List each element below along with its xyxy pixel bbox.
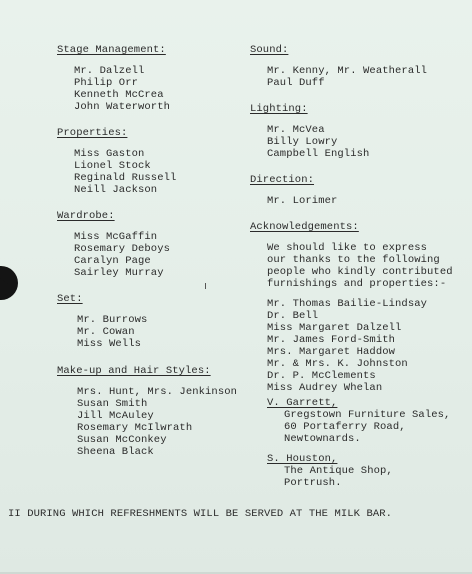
- list-item: Mr. Thomas Bailie-Lindsay: [267, 298, 428, 310]
- list-item: Miss Audrey Whelan: [267, 382, 383, 394]
- list-item: Mr. Dalzell: [74, 65, 145, 77]
- section-heading: Properties:: [57, 127, 128, 139]
- name-list: [250, 65, 465, 89]
- name-list: [57, 148, 242, 196]
- supplier-houston: [267, 453, 465, 489]
- list-item: Mr. Kenny, Mr. Weatherall: [267, 65, 428, 77]
- list-item: Dr. Bell: [267, 310, 319, 322]
- makeup-section: [57, 365, 242, 458]
- name-list: [57, 386, 242, 458]
- properties-section: [57, 127, 242, 196]
- list-item: Sheena Black: [77, 446, 154, 458]
- contributor-list: [267, 298, 465, 394]
- list-item: Mrs. Hunt, Mrs. Jenkinson: [77, 386, 238, 398]
- list-item: John Waterworth: [74, 101, 171, 113]
- direction-section: [250, 174, 465, 207]
- name-list: [250, 195, 465, 207]
- interval-note: II DURING WHICH REFRESHMENTS WILL BE SERVED AT THE MILK BAR.: [8, 508, 393, 520]
- set-section: [57, 293, 242, 350]
- list-item: Lionel Stock: [74, 160, 151, 172]
- supplier-address: [267, 465, 465, 489]
- list-item: Rosemary McIlwrath: [77, 422, 193, 434]
- section-heading: Sound:: [250, 44, 289, 56]
- list-item: Dr. P. McClements: [267, 370, 376, 382]
- intro-line: our thanks to the following: [267, 254, 440, 266]
- address-line: Newtownards.: [284, 433, 361, 445]
- list-item: Kenneth McCrea: [74, 89, 164, 101]
- section-heading: Stage Management:: [57, 44, 166, 56]
- list-item: Sairley Murray: [74, 267, 164, 279]
- section-heading: Set:: [57, 293, 83, 305]
- stage-management-section: [57, 44, 242, 113]
- list-item: Mr. McVea: [267, 124, 325, 136]
- list-item: Paul Duff: [267, 77, 325, 89]
- intro-line: people who kindly contributed: [267, 266, 453, 278]
- left-column: [57, 44, 242, 458]
- list-item: Miss McGaffin: [74, 231, 158, 243]
- list-item: Miss Gaston: [74, 148, 145, 160]
- list-item: Billy Lowry: [267, 136, 338, 148]
- sound-section: [250, 44, 465, 89]
- wardrobe-section: [57, 210, 242, 279]
- list-item: Miss Margaret Dalzell: [267, 322, 402, 334]
- name-list: [57, 65, 242, 113]
- acknowledgements-section: [250, 221, 465, 489]
- section-heading: Make-up and Hair Styles:: [57, 365, 211, 377]
- right-column: [250, 44, 465, 489]
- supplier-name: S. Houston,: [267, 453, 338, 465]
- intro-line: We should like to express: [267, 242, 428, 254]
- acknowledgement-intro: [267, 242, 465, 290]
- list-item: Caralyn Page: [74, 255, 151, 267]
- section-heading: Acknowledgements:: [250, 221, 359, 233]
- list-item: Jill McAuley: [77, 410, 154, 422]
- list-item: Mr. James Ford-Smith: [267, 334, 396, 346]
- list-item: Mr. Lorimer: [267, 195, 338, 207]
- name-list: [57, 314, 242, 350]
- address-line: Gregstown Furniture Sales,: [284, 409, 451, 421]
- list-item: Mr. & Mrs. K. Johnston: [267, 358, 408, 370]
- section-heading: Wardrobe:: [57, 210, 115, 222]
- address-line: The Antique Shop,: [284, 465, 393, 477]
- list-item: Campbell English: [267, 148, 370, 160]
- intro-line: furnishings and properties:-: [267, 278, 447, 290]
- section-heading: Direction:: [250, 174, 315, 186]
- list-item: Mr. Cowan: [77, 326, 135, 338]
- list-item: Susan Smith: [77, 398, 148, 410]
- address-line: Portrush.: [284, 477, 342, 489]
- lighting-section: [250, 103, 465, 160]
- list-item: Susan McConkey: [77, 434, 167, 446]
- supplier-name: V. Garrett,: [267, 397, 338, 409]
- list-item: Reginald Russell: [74, 172, 177, 184]
- address-line: 60 Portaferry Road,: [284, 421, 406, 433]
- list-item: Neill Jackson: [74, 184, 158, 196]
- name-list: [57, 231, 242, 279]
- list-item: Rosemary Deboys: [74, 243, 171, 255]
- list-item: Mrs. Margaret Haddow: [267, 346, 396, 358]
- supplier-garrett: [267, 397, 465, 445]
- list-item: Mr. Burrows: [77, 314, 148, 326]
- list-item: Philip Orr: [74, 77, 139, 89]
- section-heading: Lighting:: [250, 103, 308, 115]
- list-item: Miss Wells: [77, 338, 142, 350]
- supplier-address: [267, 409, 465, 445]
- name-list: [250, 124, 465, 160]
